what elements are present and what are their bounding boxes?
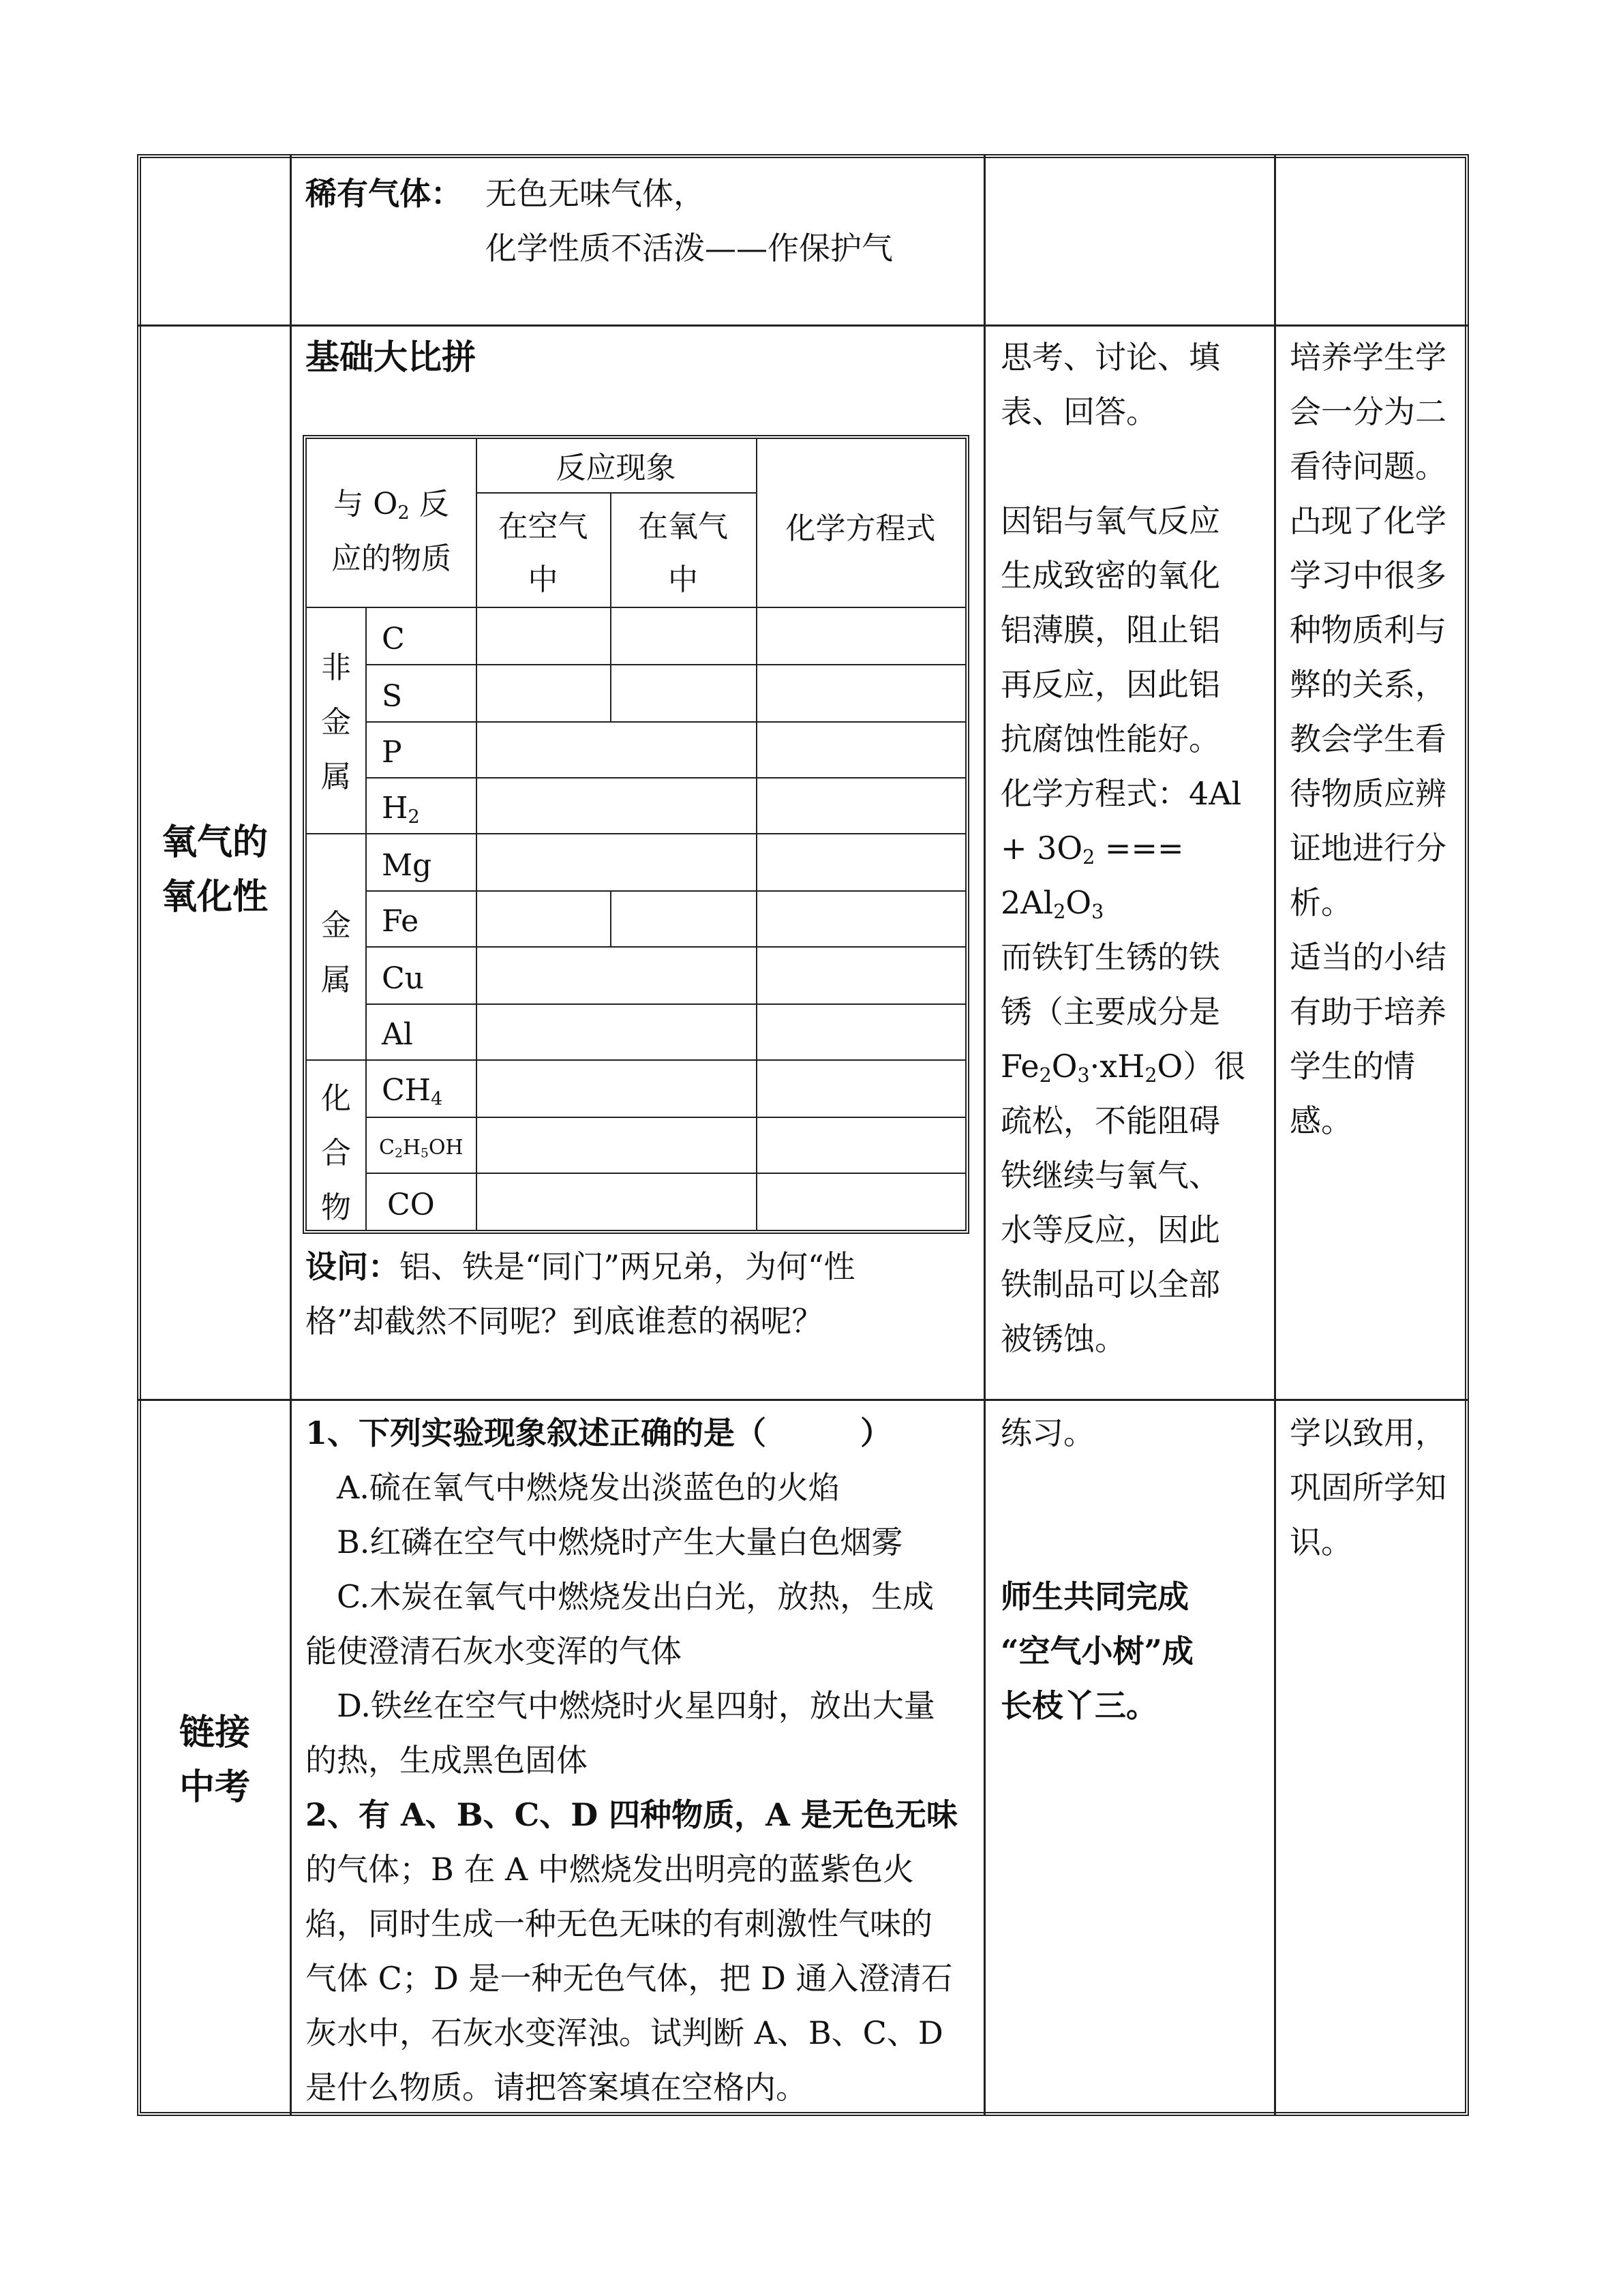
student-activity-oxidation bbox=[1001, 330, 1266, 1366]
student-line: 再反应，因此铝 bbox=[1001, 666, 1220, 703]
student-line: 铁继续与氧气、 bbox=[1001, 1157, 1220, 1194]
substance-h2: $H_2$ bbox=[382, 791, 420, 828]
itable-hline bbox=[365, 1117, 965, 1118]
header-in-air-line2: 中 bbox=[528, 562, 558, 597]
row-divider-2 bbox=[137, 1399, 1469, 1401]
intent-line: 有助于培养 bbox=[1290, 993, 1446, 1030]
header-equation: 化学方程式 bbox=[785, 511, 936, 546]
itable-hline bbox=[365, 1003, 965, 1005]
basic-contest-title: 基础大比拼 bbox=[305, 337, 476, 377]
col-divider-2 bbox=[984, 154, 986, 2116]
student-line: 因铝与氧气反应 bbox=[1001, 502, 1220, 539]
exam-option-b: B.红磷在空气中燃烧时产生大量白色烟雾 bbox=[337, 1524, 903, 1560]
col-divider-1 bbox=[290, 154, 292, 2116]
substance-s: S bbox=[382, 679, 403, 714]
section-exam-link-line1: 链接 bbox=[179, 1712, 250, 1753]
intent-line: 种物质利与 bbox=[1290, 611, 1446, 648]
header-in-oxygen bbox=[610, 500, 756, 607]
intent-line: 凸现了化学 bbox=[1290, 502, 1446, 539]
student-line: 锈（主要成分是 bbox=[1001, 993, 1220, 1030]
student-line: 生成致密的氧化 bbox=[1001, 557, 1220, 594]
question-line2: 格”却截然不同呢？到底谁惹的祸呢？ bbox=[305, 1303, 823, 1340]
exam-questions bbox=[305, 1406, 973, 2115]
intent-line: 证地进行分 bbox=[1290, 830, 1446, 866]
student-line-bold: 长枝丫三。 bbox=[1001, 1687, 1157, 1724]
itable-hline-header bbox=[307, 607, 965, 608]
intent-line: 看待问题。 bbox=[1290, 448, 1446, 485]
student-line: 铝薄膜，阻止铝 bbox=[1001, 611, 1220, 648]
substance-mg: Mg bbox=[382, 848, 432, 883]
row-divider-1 bbox=[137, 324, 1469, 327]
header-in-air bbox=[476, 500, 610, 607]
intent-line: 适当的小结 bbox=[1290, 939, 1446, 976]
substance-p: P bbox=[382, 735, 402, 770]
header-substance bbox=[307, 477, 476, 586]
intent-line: 巩固所学知 bbox=[1290, 1469, 1446, 1506]
itable-vline-equation bbox=[756, 439, 757, 1230]
student-line: + $3O_2$ === $2Al_2O_3$ bbox=[1001, 830, 1184, 924]
header-substance-line1: 与 $O_2$ 反 bbox=[333, 487, 449, 524]
intent-line: 学生的情 bbox=[1290, 1048, 1415, 1085]
header-substance-line2: 应的物质 bbox=[331, 541, 451, 576]
itable-hline bbox=[365, 777, 965, 779]
student-line: 思考、讨论、填 bbox=[1001, 339, 1220, 376]
question bbox=[305, 1239, 855, 1348]
header-in-oxygen-line2: 中 bbox=[668, 562, 698, 597]
group-nonmetal-char: 属 bbox=[321, 759, 351, 794]
group-compound-char: 化 bbox=[321, 1081, 351, 1116]
substance-c: C bbox=[382, 622, 405, 656]
header-phenomenon: 反应现象 bbox=[556, 451, 676, 485]
intent-line: 析。 bbox=[1290, 884, 1352, 921]
student-line: 铁制品可以全部 bbox=[1001, 1266, 1220, 1303]
student-line: 水等反应，因此 bbox=[1001, 1211, 1220, 1248]
section-oxidation bbox=[143, 815, 286, 924]
exam-option-d-cont: 的热，生成黑色固体 bbox=[305, 1742, 588, 1779]
group-metal-char: 金 bbox=[321, 908, 351, 943]
student-line: 被锈蚀。 bbox=[1001, 1320, 1126, 1357]
itable-hline bbox=[365, 664, 965, 665]
design-intent-exam bbox=[1290, 1406, 1463, 1569]
group-nonmetal-char: 非 bbox=[321, 650, 351, 685]
intent-line: 感。 bbox=[1290, 1102, 1352, 1139]
intent-line: 教会学生看 bbox=[1290, 721, 1446, 757]
design-intent-oxidation bbox=[1290, 330, 1463, 1148]
group-metal bbox=[307, 898, 365, 1008]
exam-question-1: 1、下列实验现象叙述正确的是（ ） bbox=[305, 1415, 892, 1451]
student-line: $Fe_2O_3\cdot xH_2O$）很 bbox=[1001, 1048, 1246, 1087]
intent-line: 弊的关系， bbox=[1290, 666, 1446, 703]
group-nonmetal-char: 金 bbox=[321, 705, 351, 740]
substance-ch4: $CH_4$ bbox=[382, 1073, 443, 1110]
substance-co: CO bbox=[387, 1188, 435, 1222]
itable-vline-fe bbox=[610, 890, 611, 946]
exam-option-c-cont: 能使澄清石灰水变浑的气体 bbox=[305, 1633, 682, 1670]
student-activity-exam bbox=[1001, 1406, 1266, 1733]
student-line: 练习。 bbox=[1001, 1415, 1095, 1451]
rare-gas-line1: 无色无味气体， bbox=[485, 175, 705, 212]
exam-option-d: D.铁丝在空气中燃烧时火星四射，放出大量 bbox=[337, 1687, 935, 1724]
col-divider-3 bbox=[1274, 154, 1276, 2116]
group-compound-char: 物 bbox=[321, 1190, 351, 1225]
question-line1: 设问：铝、铁是“同门”两兄弟，为何“性 bbox=[305, 1248, 855, 1285]
section-exam-link bbox=[143, 1706, 286, 1815]
student-line: 而铁钉生锈的铁 bbox=[1001, 939, 1220, 976]
student-line: 抗腐蚀性能好。 bbox=[1001, 721, 1220, 757]
group-metal-char: 属 bbox=[321, 963, 351, 997]
student-line: 表、回答。 bbox=[1001, 393, 1157, 430]
itable-hline bbox=[365, 890, 965, 892]
itable-vline-group bbox=[365, 607, 367, 1230]
substance-al: Al bbox=[382, 1017, 413, 1052]
student-line bbox=[1001, 1460, 1266, 1569]
intent-line: 识。 bbox=[1290, 1524, 1352, 1560]
section-oxidation-line1: 氧气的 bbox=[161, 821, 268, 863]
exam-option-a: A.硫在氧气中燃烧发出淡蓝色的火焰 bbox=[337, 1469, 840, 1506]
intent-line: 学习中很多 bbox=[1290, 557, 1446, 594]
exam-question-2-line: 的气体；B 在 A 中燃烧发出明亮的蓝紫色火 bbox=[305, 1851, 914, 1888]
student-line-bold: 师生共同完成 bbox=[1001, 1578, 1189, 1615]
header-in-oxygen-line1: 在氧气 bbox=[638, 509, 728, 544]
exam-question-2-line: 气体 C；D 是一种无色气体，把 D 通入澄清石 bbox=[305, 1960, 953, 1997]
substance-c2h5oh: $C_2H_5OH$ bbox=[379, 1136, 464, 1161]
rare-gas-label: 稀有气体： bbox=[305, 175, 462, 212]
intent-line: 待物质应辨 bbox=[1290, 775, 1446, 812]
itable-hline-phenomenon bbox=[476, 492, 756, 494]
section-oxidation-line2: 氧化性 bbox=[161, 876, 268, 918]
rare-gas-line2: 化学性质不活泼——作保护气 bbox=[485, 230, 893, 267]
intent-line: 培养学生学 bbox=[1290, 339, 1446, 376]
header-in-air-line1: 在空气 bbox=[498, 509, 588, 544]
itable-hline bbox=[365, 946, 965, 948]
intent-line: 学以致用， bbox=[1290, 1415, 1446, 1451]
exam-question-2-line: 焰，同时生成一种无色无味的有刺激性气味的 bbox=[305, 1905, 932, 1942]
substance-fe: Fe bbox=[382, 904, 419, 939]
exam-question-2-line: 是什么物质。请把答案填在空格内。 bbox=[305, 2069, 807, 2106]
substance-cu: Cu bbox=[382, 961, 425, 996]
section-exam-link-line2: 中考 bbox=[179, 1766, 250, 1808]
itable-hline bbox=[365, 721, 965, 723]
group-compound bbox=[307, 1072, 365, 1235]
group-compound-char: 合 bbox=[321, 1136, 351, 1170]
student-line: 疏松，不能阻碍 bbox=[1001, 1102, 1220, 1139]
exam-option-c: C.木炭在氧气中燃烧发出白光，放热，生成 bbox=[337, 1578, 935, 1615]
student-line: 化学方程式：4Al bbox=[1001, 775, 1242, 812]
student-line-bold: “空气小树”成 bbox=[1001, 1633, 1194, 1670]
student-line bbox=[1001, 439, 1266, 494]
group-nonmetal bbox=[307, 641, 365, 804]
exam-question-2: 2、有 A、B、C、D 四种物质，A 是无色无味 bbox=[305, 1796, 958, 1833]
intent-line: 会一分为二 bbox=[1290, 393, 1446, 430]
exam-question-2-line: 灰水中，石灰水变浑浊。试判断 A、B、C、D bbox=[305, 2014, 943, 2051]
